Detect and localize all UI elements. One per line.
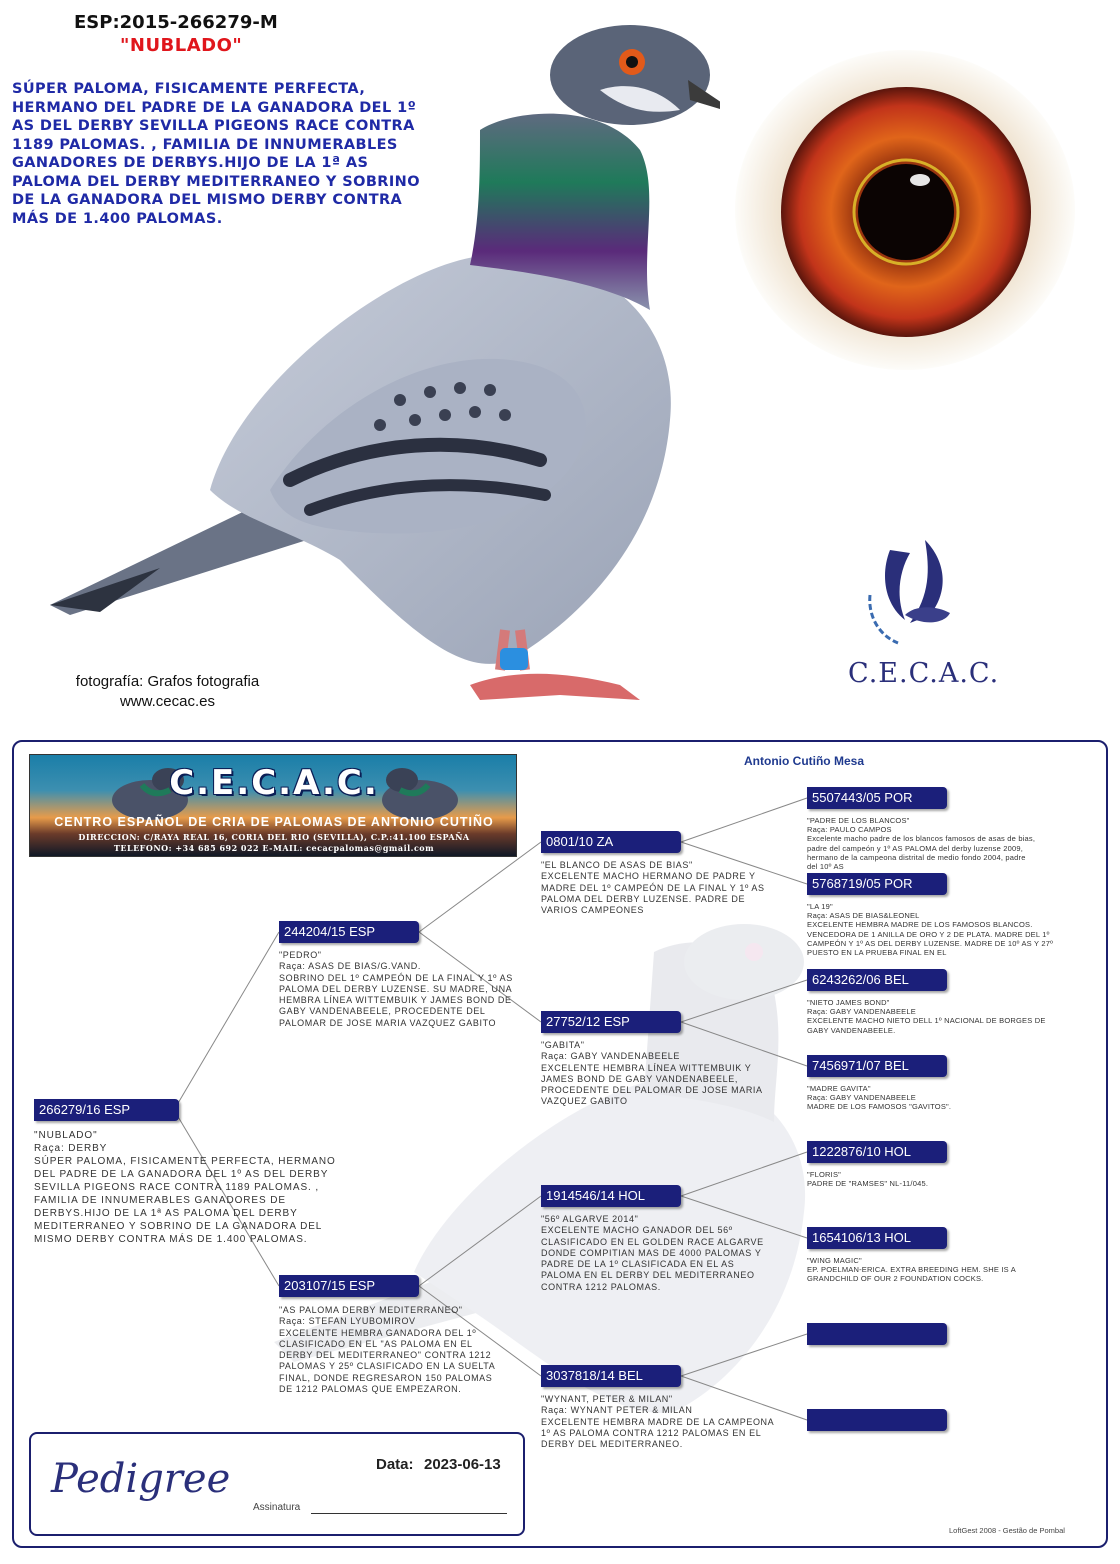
signature-line[interactable]	[311, 1513, 507, 1514]
sds-ring[interactable]: 6243262/06 BEL	[807, 969, 947, 991]
pigeon-description: SÚPER PALOMA, FISICAMENTE PERFECTA, HERMANO DEL PADRE DE LA GANADORA DEL 1º AS DEL DERBY SEVILLA PIGEONS RACE CONTRA 1189 PALOMAS. , FAMILIA DE INNUMERABLES GANADORES DE DERBYS.HIJO DE LA 1ª AS PALOMA DEL DERBY MEDITERRANEO Y SOBRINO DE LA GANADORA DEL MISMO DERBY CONTRA MÁS DE 1.400 PALOMAS.	[12, 81, 420, 227]
pigeon-name: "NUBLADO"	[120, 35, 243, 56]
sds-info: "NIETO JAMES BOND" Raça: GABY VANDENABEELE EXCELENTE MACHO NIETO DELL 1º NACIONAL DE BORGES DE GABY VANDENABEELE.	[807, 998, 1046, 1035]
sss-info: "PADRE DE LOS BLANCOS" Raça: PAULO CAMPOS Excelente macho padre de los blancos famosos de asas de bias, padre del campeón y 1º AS PALOMA del derby luzense 2009, hermano de la campeona distrital de medio fondo 2004, padre del 10º AS	[807, 816, 1036, 872]
dss-info: "FLORIS" PADRE DE "RAMSES" NL-11/045.	[807, 1170, 929, 1189]
dam-dam-info: "WYNANT, PETER & MILAN" Raça: WYNANT PETER & MILAN EXCELENTE HEMBRA MADRE DE LA CAMPEONA 1º AS PALOMA CONTRA 1212 PALOMAS EN EL DERBY DEL MEDITERRANEO.	[541, 1394, 774, 1450]
dsd-ring[interactable]: 1654106/13 HOL	[807, 1227, 947, 1249]
sire-sire-ring[interactable]: 0801/10 ZA	[541, 831, 681, 853]
ssd-ring[interactable]: 5768719/05 POR	[807, 873, 947, 895]
ddd-ring[interactable]	[807, 1409, 947, 1431]
date-value: 2023-06-13	[424, 1456, 501, 1473]
ring-id-title: ESP:2015-266279-M	[74, 12, 278, 33]
sire-dam-info: "GABITA" Raça: GABY VANDENABEELE EXCELENTE HEMBRA LÍNEA WITTEMBUIK Y JAMES BOND DE GABY VANDENABEELE, PROCEDENTE DEL PALOMAR DE JOSE MARIA VAZQUEZ GABITO	[541, 1040, 763, 1107]
owner-name: Antonio Cutiño Mesa	[744, 754, 864, 768]
banner-address: DIRECCION: C/RAYA REAL 16, CORIA DEL RIO (SEVILLA), C.P.:41.100 ESPAÑA	[78, 832, 470, 842]
sire-dam-ring[interactable]: 27752/12 ESP	[541, 1011, 681, 1033]
cecac-logo-text: C.E.C.A.C.	[848, 658, 1000, 689]
dds-ring[interactable]	[807, 1323, 947, 1345]
banner-subtitle: CENTRO ESPAÑOL DE CRIA DE PALOMAS DE ANTONIO CUTIÑO	[54, 815, 494, 829]
signature-panel	[29, 1432, 525, 1536]
banner-contact: TELEFONO: +34 685 692 022 E-MAIL: cecacpalomas@gmail.com	[113, 843, 435, 853]
website-link[interactable]: www.cecac.es	[119, 693, 216, 710]
cecac-banner	[29, 754, 517, 857]
subject-ring[interactable]: 266279/16 ESP	[34, 1099, 179, 1121]
sdd-ring[interactable]: 7456971/07 BEL	[807, 1055, 947, 1077]
sire-ring[interactable]: 244204/15 ESP	[279, 921, 419, 943]
dss-ring[interactable]: 1222876/10 HOL	[807, 1141, 947, 1163]
sire-sire-info: "EL BLANCO DE ASAS DE BIAS" EXCELENTE MACHO HERMANO DE PADRE Y MADRE DEL 1º CAMPEÓN DE LA FINAL Y 1º AS PALOMA DEL DERBY LUZENSE. PADRE DE VARIOS CAMPEONES	[541, 860, 765, 916]
ssd-info: "LA 19" Raça: ASAS DE BIAS&LEONEL EXCELENTE HEMBRA MADRE DE LOS FAMOSOS BLANCOS. VENCEDORA DE 1 ANILLA DE ORO Y 2 DE PLATA. MADRE DEL 1º CAMPEÓN Y 1º AS DEL DERBY LUZENSE. MADRE DE 10º AS Y 27º PUESTO EN LA PRUEBA FINAL EN EL	[807, 902, 1054, 958]
banner-title: C.E.C.A.C.	[169, 763, 379, 803]
cecac-dove-logo	[850, 535, 960, 655]
subject-info: "NUBLADO" Raça: DERBY SÚPER PALOMA, FISICAMENTE PERFECTA, HERMANO DEL PADRE DE LA GANADORA DEL 1º AS DEL DERBY SEVILLA PIGEONS RACE CONTRA 1189 PALOMAS. , FAMILIA DE INNUMERABLES GANADORES DE DERBYS.HIJO DE LA 1ª AS PALOMA DEL DERBY MEDITERRANEO Y SOBRINO DE LA GANADORA DEL MISMO DERBY CONTRA MÁS DE 1.400 PALOMAS.	[34, 1130, 336, 1245]
dam-sire-info: "56º ALGARVE 2014" EXCELENTE MACHO GANADOR DEL 56º CLASIFICADO EN EL GOLDEN RACE ALGARVE DONDE COMPITIAN MAS DE 4000 PALOMAS Y PADRE DE LA 1º CLASIFICADA EN EL AS PALOMA EN EL DERBY DEL MEDITERRANEO CONTRA 1212 PALOMAS.	[541, 1214, 764, 1292]
pedigree-script-label: Pedigree	[51, 1456, 231, 1502]
dam-info: "AS PALOMA DERBY MEDITERRANEO" Raça: STEFAN LYUBOMIROV EXCELENTE HEMBRA GANADORA DEL 1º CLASIFICADO EN EL "AS PALOMA EN EL DERBY DEL MEDITERRANEO" CONTRA 1212 PALOMAS Y 25º CLASIFICADO EN LA SUELTA FINAL, DONDE REGRESARON 150 PALOMAS DE 1212 PALOMAS QUE EMPEZARON.	[279, 1305, 495, 1395]
sdd-info: "MADRE GAVITA" Raça: GABY VANDENABEELE MADRE DE LOS FAMOSOS "GAVITOS".	[807, 1084, 952, 1112]
software-credit: LoftGest 2008 - Gestão de Pombal	[949, 1526, 1065, 1535]
sss-ring[interactable]: 5507443/05 POR	[807, 787, 947, 809]
eye-photo	[720, 0, 1120, 400]
date-label: Data:	[376, 1456, 414, 1473]
signature-label: Assinatura	[253, 1502, 301, 1513]
photo-credit	[55, 672, 280, 712]
photo-credit-text: fotografía: Grafos fotografia	[75, 673, 260, 690]
dsd-info: "WING MAGIC" EP. POELMAN-ERICA. EXTRA BREEDING HEM. SHE IS A GRANDCHILD OF OUR 2 FOUNDATION COCKS.	[807, 1256, 1016, 1284]
sire-info: "PEDRO" Raça: ASAS DE BIAS/G.VAND. SOBRINO DEL 1º CAMPEÓN DE LA FINAL Y 1º AS PALOMA DEL DERBY LUZENSE. SU MADRE, UNA HEMBRA LÍNEA WITTEMBUIK Y JAMES BOND DE GABY VANDENABEELE, PROCEDENTE DEL PALOMAR DE JOSE MARIA VAZQUEZ GABITO	[279, 950, 513, 1028]
dam-dam-ring[interactable]: 3037818/14 BEL	[541, 1365, 681, 1387]
dam-sire-ring[interactable]: 1914546/14 HOL	[541, 1185, 681, 1207]
dam-ring[interactable]: 203107/15 ESP	[279, 1275, 419, 1297]
pedigree-sheet	[12, 740, 1108, 1548]
hero-section	[0, 0, 1120, 730]
